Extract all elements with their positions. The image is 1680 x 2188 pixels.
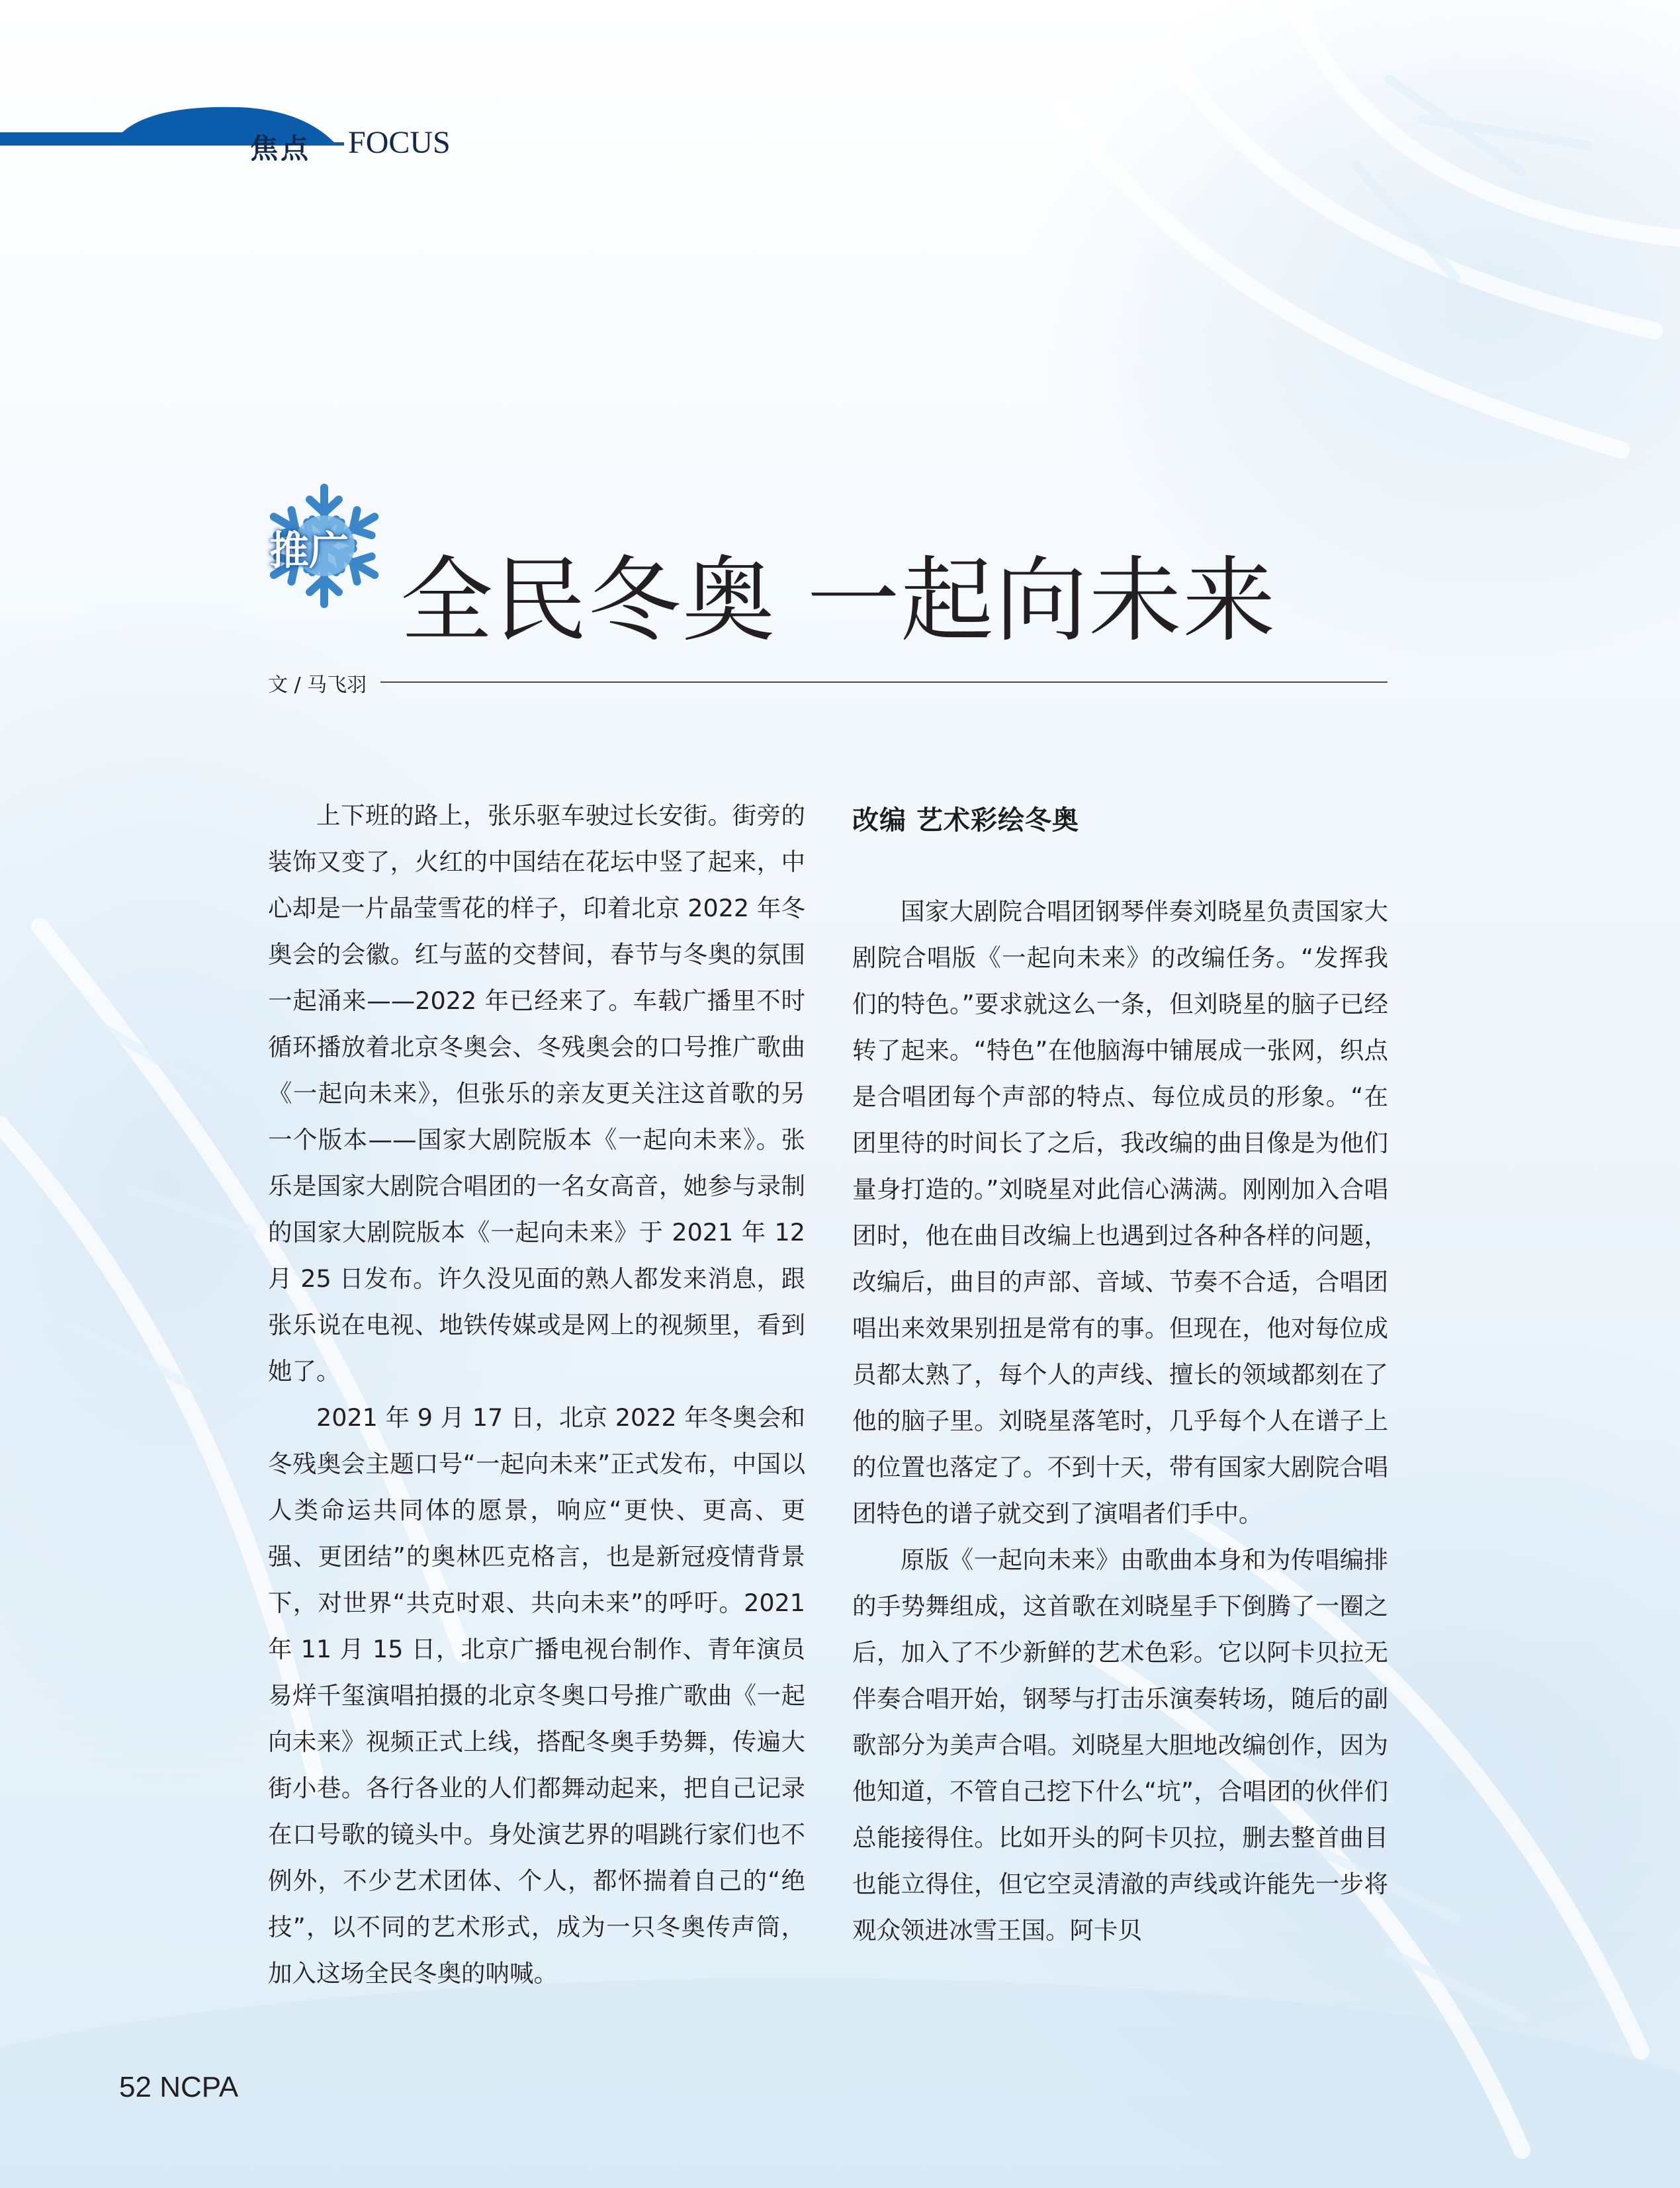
left-column <box>268 793 805 1997</box>
paragraph: 国家大剧院合唱团钢琴伴奏刘晓星负责国家大剧院合唱版《一起向未来》的改编任务。“发挥我们的特色。”要求就这么一条，但刘晓星的脑子已经转了起来。“特色”在他脑海中铺展成一张网，织点是合唱团每个声部的特点、每位成员的形象。“在团里待的时间长了之后，我改编的曲目像是为他们量身打造的。”刘晓星对此信心满满。刚刚加入合唱团时，他在曲目改编上也遇到过各种各样的问题，改编后，曲目的声部、音域、节奏不合适，合唱团唱出来效果别扭是常有的事。但现在，他对每位成员都太熟了，每个人的声线、擅长的领域都刻在了他的脑子里。刘晓星落笔时，几乎每个人在谱子上的位置也落定了。不到十天，带有国家大剧院合唱团特色的谱子就交到了演唱者们手中。 <box>852 897 1388 1528</box>
byline: 文 / 马飞羽 <box>268 674 367 697</box>
title-badge: 推广 <box>269 528 349 574</box>
paragraph: 2021 年 9 月 17 日，北京 2022 年冬奥会和冬残奥会主题口号“一起向未来”正式发布，中国以人类命运共同体的愿景，响应“更快、更高、更强、更团结”的奥林匹克格言，也是新冠疫情背景下，对世界“共克时艰、共向未来”的呼吁。2021 年 11 月 15 日，北京广播电视台制作、青年演员易烊千玺演唱拍摄的北京冬奥口号推广歌曲《一起向未来》视频正式上线，搭配冬奥手势舞，传遍大街小巷。各行各业的人们都舞动起来，把自己记录在口号歌的镜头中。身处演艺界的唱跳行家们也不例外，不少艺术团体、个人，都怀揣着自己的“绝技”，以不同的艺术形式，成为一只冬奥传声筒，加入这场全民冬奥的呐喊。 <box>268 1403 805 1988</box>
page-footer <box>119 2071 238 2104</box>
section-label-chinese: 焦点 <box>250 132 312 165</box>
paragraph: 原版《一起向未来》由歌曲本身和为传唱编排的手势舞组成，这首歌在刘晓星手下倒腾了一圈之后，加入了不少新鲜的艺术色彩。它以阿卡贝拉无伴奏合唱开始，钢琴与打击乐演奏转场，随后的副歌部分为美声合唱。刘晓星大胆地改编创作，因为他知道，不管自己挖下什么“坑”，合唱团的伙伴们总能接得住。比如开头的阿卡贝拉，删去整首曲目也能立得住，但它空灵清澈的声线或许能先一步将观众领进冰雪王国。阿卡贝 <box>852 1546 1388 1945</box>
page-title: 全民冬奥 一起向未来 <box>400 547 1277 655</box>
page-number: 52 <box>119 2071 152 2103</box>
section-heading: 改编 艺术彩绘冬奥 <box>852 805 1079 836</box>
paragraph: 上下班的路上，张乐驱车驶过长安街。街旁的装饰又变了，火红的中国结在花坛中竖了起来，中心却是一片晶莹雪花的样子，印着北京 2022 年冬奥会的会徽。红与蓝的交替间，春节与冬奥的氛围一起涌来——2022 年已经来了。车载广播里不时循环播放着北京冬奥会、冬残奥会的口号推广歌曲《一起向未来》，但张乐的亲友更关注这首歌的另一个版本——国家大剧院版本《一起向未来》。张乐是国家大剧院合唱团的一名女高音，她参与录制的国家大剧院版本《一起向未来》于 2021 年 12 月 25 日发布。许久没见面的熟人都发来消息，跟张乐说在电视、地铁传媒或是网上的视频里，看到她了。 <box>268 801 805 1385</box>
magazine-name: NCPA <box>159 2071 239 2103</box>
byline-divider <box>380 681 1388 683</box>
section-label-english: FOCUS <box>348 125 451 160</box>
right-column <box>852 889 1388 1954</box>
